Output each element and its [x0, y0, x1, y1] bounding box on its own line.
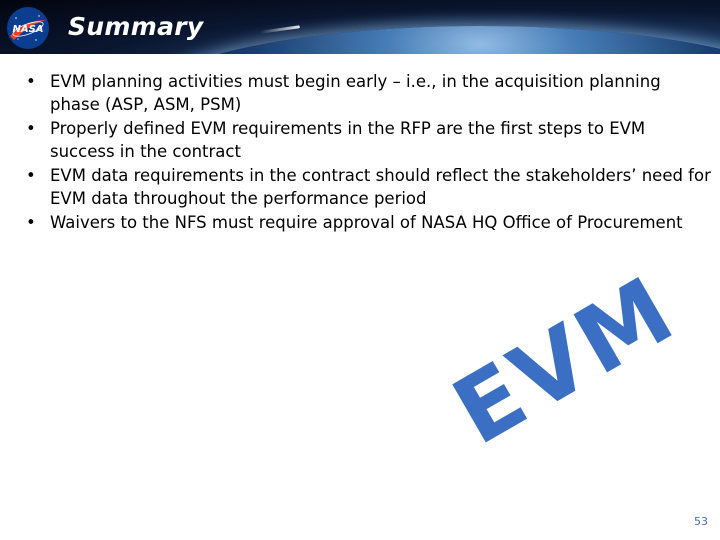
- bullet-text: EVM data requirements in the contract should reflect the stakeholders’ need for EVM data throughout the performance period: [50, 166, 711, 209]
- bullet-list: [22, 70, 712, 235]
- nasa-logo-icon: [6, 6, 50, 50]
- bullet-item: [22, 211, 712, 234]
- bullet-marker: •: [26, 166, 36, 185]
- evm-watermark: EVM: [436, 255, 693, 466]
- bullet-marker: •: [26, 213, 36, 232]
- comet-streak: [260, 25, 300, 34]
- bullet-text: Properly defined EVM requirements in the RFP are the first steps to EVM success in the contract: [50, 119, 646, 162]
- header-banner: [0, 0, 720, 54]
- bullet-item: [22, 117, 712, 164]
- bullet-item: [22, 70, 712, 117]
- bullet-text: Waivers to the NFS must require approval of NASA HQ Office of Procurement: [50, 213, 683, 232]
- bullet-marker: •: [26, 72, 36, 91]
- bullet-marker: •: [26, 119, 36, 138]
- bullet-item: [22, 164, 712, 211]
- bullet-text: EVM planning activities must begin early – i.e., in the acquisition planning phase (ASP, ASM, PSM): [50, 72, 661, 115]
- earth-horizon-image: [120, 26, 720, 54]
- page-number: 53: [694, 515, 708, 528]
- nasa-logo-text: NASA: [12, 24, 44, 35]
- slide-title: Summary: [68, 12, 204, 41]
